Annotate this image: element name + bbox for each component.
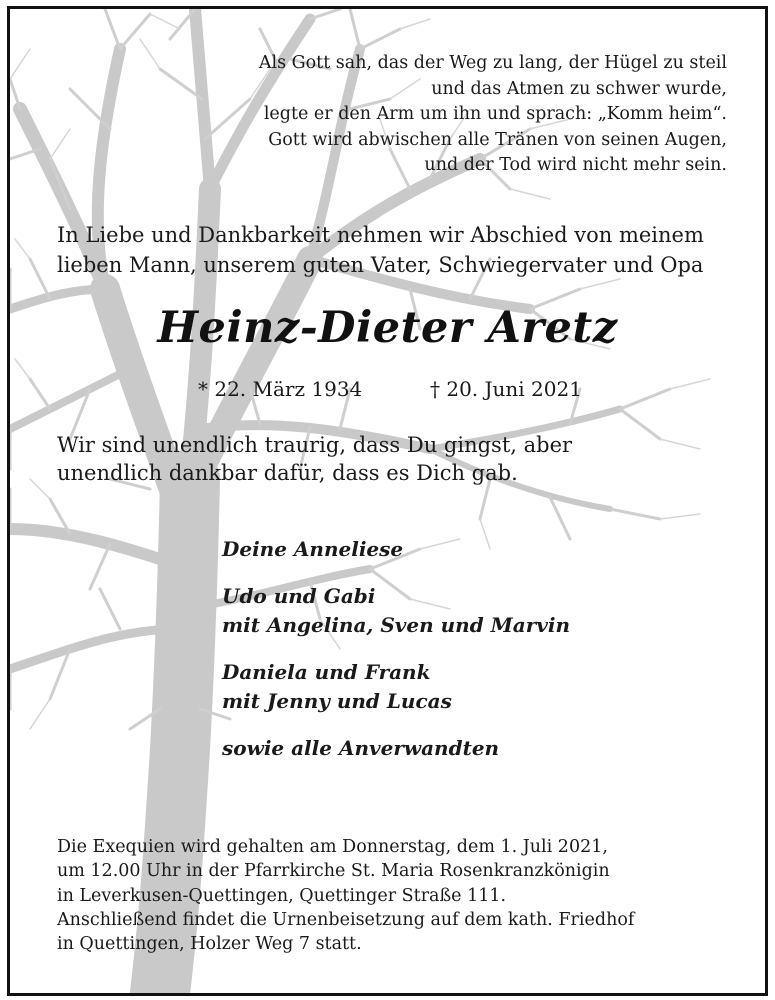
mourner-line: mit Jenny und Lucas (222, 689, 452, 713)
intro-text (57, 220, 704, 280)
verse-line: legte er den Arm um ihn und sprach: „Komm heim“. (263, 104, 727, 124)
deceased-name: Heinz-Dieter Aretz (157, 303, 618, 353)
funeral-line: Anschließend findet die Urnenbeisetzung auf dem kath. Friedhof (57, 909, 635, 930)
funeral-line: Die Exequien wird gehalten am Donnerstag, dem 1. Juli 2021, (57, 837, 608, 857)
verse-block (259, 51, 727, 179)
funeral-line: in Quettingen, Holzer Weg 7 statt. (57, 934, 362, 955)
mourner-line: sowie alle Anverwandten (222, 736, 500, 760)
mourner-group (222, 734, 570, 763)
verse-line: Als Gott sah, das der Weg zu lang, der Hügel zu steil (258, 53, 727, 73)
funeral-details (57, 835, 634, 956)
mourner-line: Daniela und Frank (222, 660, 431, 684)
verse-line: Gott wird abwischen alle Tränen von seinen Augen, (268, 129, 727, 150)
death-date: † 20. Juni 2021 (430, 377, 582, 401)
motto-line: unendlich dankbar dafür, dass es Dich gab. (57, 461, 518, 485)
mourner-group (222, 535, 570, 564)
mourner-line: Deine Anneliese (222, 537, 404, 561)
verse-line: und der Tod wird nicht mehr sein. (424, 155, 727, 175)
motto-text (57, 431, 572, 487)
mourner-group (222, 582, 570, 640)
mourner-group (222, 658, 570, 716)
intro-line: lieben Mann, unserem guten Vater, Schwiegervater und Opa (57, 253, 704, 277)
verse-line: und das Atmen zu schwer wurde, (431, 78, 727, 99)
mourner-line: Udo und Gabi (222, 584, 376, 608)
motto-line: Wir sind unendlich traurig, dass Du gingst, aber (57, 433, 573, 457)
obituary-card (7, 6, 768, 996)
funeral-line: um 12.00 Uhr in der Pfarrkirche St. Maria Rosenkranzkönigin (57, 861, 610, 882)
mourner-line: mit Angelina, Sven und Marvin (222, 613, 571, 637)
funeral-line: in Leverkusen-Quettingen, Quettinger Straße 111. (57, 885, 507, 906)
mourners-list (222, 535, 570, 781)
intro-line: In Liebe und Dankbarkeit nehmen wir Abschied von meinem (57, 223, 704, 247)
birth-date: * 22. März 1934 (198, 377, 363, 401)
